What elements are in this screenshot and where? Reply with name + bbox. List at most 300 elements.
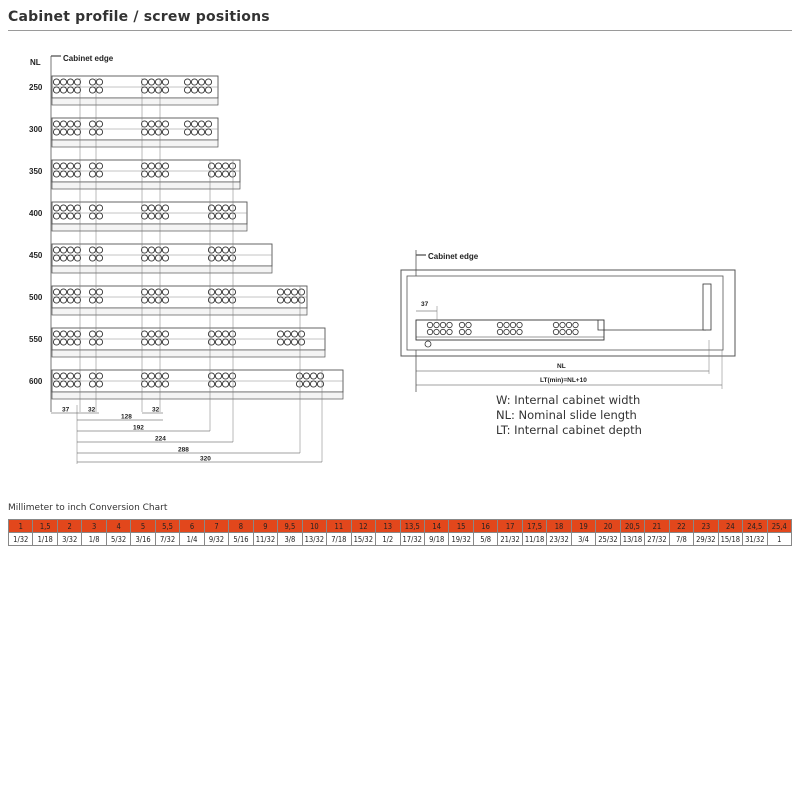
mm-cell: 12 [351, 520, 375, 533]
nl-value: 250 [29, 83, 43, 92]
dimension-label: 32 [152, 406, 160, 414]
screw-hole [74, 297, 80, 303]
screw-hole [291, 339, 297, 345]
screw-hole [89, 297, 95, 303]
screw-hole [222, 289, 228, 295]
screw-hole [296, 381, 302, 387]
screw-hole [155, 163, 161, 169]
screw-hole [284, 331, 290, 337]
legend-item-lt: LT: Internal cabinet depth [496, 423, 642, 437]
screw-hole [148, 381, 154, 387]
screw-hole [148, 129, 154, 135]
screw-hole [74, 87, 80, 93]
mm-cell: 16 [473, 520, 497, 533]
screw-hole [229, 297, 235, 303]
mm-cell: 6 [180, 520, 204, 533]
screw-hole [208, 247, 214, 253]
mm-cell: 11 [327, 520, 351, 533]
screw-hole [198, 129, 204, 135]
screw-hole [155, 87, 161, 93]
screw-hole [96, 79, 102, 85]
screw-hole [222, 171, 228, 177]
screw-hole [67, 129, 73, 135]
screw-hole [74, 331, 80, 337]
screw-hole [148, 171, 154, 177]
screw-hole [155, 381, 161, 387]
screw-hole [162, 213, 168, 219]
screw-hole [89, 87, 95, 93]
screw-hole [184, 87, 190, 93]
screw-hole [215, 247, 221, 253]
screw-hole [198, 79, 204, 85]
inch-cell: 13/32 [302, 533, 326, 546]
screw-hole [222, 297, 228, 303]
conversion-chart-title: Millimeter to inch Conversion Chart [8, 503, 168, 513]
screw-hole [53, 331, 59, 337]
slide-rail-lower [52, 392, 343, 399]
cabinet-edge-label: Cabinet edge [63, 54, 114, 63]
screw-hole [208, 339, 214, 345]
screw-hole [89, 163, 95, 169]
slide-rail-lower [52, 350, 325, 357]
screw-hole [67, 163, 73, 169]
screw-hole [155, 255, 161, 261]
inch-cell: 31/32 [743, 533, 767, 546]
side-back-bracket [703, 284, 711, 330]
screw-hole [208, 163, 214, 169]
screw-hole [191, 129, 197, 135]
mm-cell: 24,5 [743, 520, 767, 533]
screw-hole [148, 373, 154, 379]
side-screw-hole [553, 329, 558, 334]
screw-hole [89, 171, 95, 177]
screw-hole [291, 297, 297, 303]
screw-hole [60, 171, 66, 177]
screw-hole [162, 163, 168, 169]
screw-hole [53, 297, 59, 303]
mm-cell: 20,5 [620, 520, 644, 533]
screw-hole [284, 339, 290, 345]
dimension-label: 224 [155, 435, 166, 443]
screw-hole [222, 205, 228, 211]
screw-hole [60, 129, 66, 135]
screw-hole [74, 129, 80, 135]
screw-hole [208, 213, 214, 219]
slide-rail-lower [52, 266, 272, 273]
screw-hole [208, 373, 214, 379]
screw-hole [74, 289, 80, 295]
screw-hole [215, 289, 221, 295]
legend-item-nl: NL: Nominal slide length [496, 408, 637, 422]
screw-hole [53, 129, 59, 135]
mm-cell: 9 [253, 520, 277, 533]
inch-cell: 15/32 [351, 533, 375, 546]
screw-hole [229, 289, 235, 295]
screw-hole [53, 339, 59, 345]
mm-cell: 19 [571, 520, 595, 533]
mm-cell: 23 [694, 520, 718, 533]
inch-cell: 19/32 [449, 533, 473, 546]
screw-hole [162, 87, 168, 93]
screw-hole [284, 297, 290, 303]
screw-hole [155, 331, 161, 337]
side-screw-hole [466, 329, 471, 334]
nl-value: 600 [29, 377, 43, 386]
screw-hole [291, 289, 297, 295]
screw-hole [155, 373, 161, 379]
screw-hole [191, 87, 197, 93]
inch-cell: 5/8 [473, 533, 497, 546]
legend [496, 393, 642, 438]
mm-cell: 2 [57, 520, 81, 533]
screw-hole [53, 205, 59, 211]
screw-hole [74, 373, 80, 379]
screw-hole [229, 331, 235, 337]
screw-hole [155, 129, 161, 135]
screw-hole [148, 289, 154, 295]
screw-hole [141, 381, 147, 387]
side-screw-hole [510, 329, 515, 334]
screw-hole [141, 331, 147, 337]
side-screw-hole [560, 329, 565, 334]
screw-hole [215, 255, 221, 261]
nl-value: 450 [29, 251, 43, 260]
slide-rail-lower [52, 224, 247, 231]
front-profile-view [29, 54, 343, 464]
screw-hole [298, 297, 304, 303]
screw-hole [298, 331, 304, 337]
screw-hole [53, 163, 59, 169]
screw-hole [60, 121, 66, 127]
screw-hole [155, 247, 161, 253]
mm-cell: 21 [645, 520, 669, 533]
mm-cell: 17 [498, 520, 522, 533]
screw-hole [60, 163, 66, 169]
inch-cell: 7/18 [327, 533, 351, 546]
inch-cell: 27/32 [645, 533, 669, 546]
screw-hole [310, 381, 316, 387]
screw-hole [67, 213, 73, 219]
slide-row [29, 118, 218, 147]
mm-cell: 9,5 [278, 520, 302, 533]
dimension-label: 32 [88, 406, 96, 414]
screw-hole [60, 381, 66, 387]
screw-hole [184, 129, 190, 135]
screw-hole [89, 213, 95, 219]
screw-hole [222, 213, 228, 219]
screw-hole [205, 129, 211, 135]
dimension-label: 37 [62, 406, 70, 414]
screw-hole [67, 79, 73, 85]
screw-hole [74, 79, 80, 85]
mm-cell: 22 [669, 520, 693, 533]
slide-row [29, 202, 247, 231]
inch-cell: 1/8 [82, 533, 106, 546]
screw-hole [67, 381, 73, 387]
mm-cell: 13 [376, 520, 400, 533]
screw-hole [53, 87, 59, 93]
screw-hole [162, 205, 168, 211]
screw-hole [277, 339, 283, 345]
screw-hole [74, 163, 80, 169]
screw-hole [148, 87, 154, 93]
legend-item-w: W: Internal cabinet width [496, 393, 641, 407]
screw-hole [162, 289, 168, 295]
side-screw-hole [497, 329, 502, 334]
inch-cell: 25/32 [596, 533, 620, 546]
screw-hole [67, 339, 73, 345]
screw-hole [148, 247, 154, 253]
screw-hole [96, 297, 102, 303]
side-screw-hole [427, 322, 432, 327]
screw-hole [215, 171, 221, 177]
inch-cell: 15/18 [718, 533, 742, 546]
screw-hole [53, 255, 59, 261]
mm-cell: 5 [131, 520, 155, 533]
screw-hole [141, 87, 147, 93]
screw-hole [67, 205, 73, 211]
screw-hole [208, 381, 214, 387]
screw-hole [215, 339, 221, 345]
screw-hole [162, 339, 168, 345]
inch-cell: 3/4 [571, 533, 595, 546]
dimension-label: 128 [121, 413, 132, 421]
screw-hole [162, 79, 168, 85]
inch-cell: 11/32 [253, 533, 277, 546]
screw-hole [74, 247, 80, 253]
side-screw-hole [459, 322, 464, 327]
screw-hole [215, 297, 221, 303]
screw-hole [67, 331, 73, 337]
screw-hole [141, 297, 147, 303]
screw-hole [229, 213, 235, 219]
screw-hole [277, 289, 283, 295]
nl-value: 350 [29, 167, 43, 176]
inch-cell: 23/32 [547, 533, 571, 546]
side-nl-label: NL [557, 363, 566, 370]
screw-hole [96, 163, 102, 169]
screw-hole [229, 205, 235, 211]
screw-hole [208, 255, 214, 261]
side-screw-hole [504, 322, 509, 327]
side-screw-hole [553, 322, 558, 327]
screw-hole [162, 373, 168, 379]
screw-hole [60, 205, 66, 211]
screw-hole [141, 171, 147, 177]
screw-hole [162, 297, 168, 303]
screw-hole [208, 171, 214, 177]
screw-hole [74, 381, 80, 387]
slide-rail-lower [52, 140, 218, 147]
screw-hole [89, 381, 95, 387]
screw-hole [208, 297, 214, 303]
screw-hole [215, 205, 221, 211]
screw-hole [205, 79, 211, 85]
screw-hole [148, 121, 154, 127]
screw-hole [60, 297, 66, 303]
screw-hole [155, 297, 161, 303]
mm-cell: 20 [596, 520, 620, 533]
inch-cell: 9/18 [424, 533, 448, 546]
screw-hole [60, 339, 66, 345]
screw-hole [74, 121, 80, 127]
screw-hole [53, 171, 59, 177]
screw-hole [60, 247, 66, 253]
screw-hole [53, 381, 59, 387]
screw-hole [96, 129, 102, 135]
screw-hole [148, 79, 154, 85]
screw-hole [229, 381, 235, 387]
screw-hole [284, 289, 290, 295]
screw-hole [74, 339, 80, 345]
screw-hole [317, 373, 323, 379]
screw-hole [222, 163, 228, 169]
screw-hole [215, 373, 221, 379]
side-offset-label: 37 [421, 301, 429, 308]
screw-hole [222, 381, 228, 387]
screw-hole [141, 79, 147, 85]
screw-hole [141, 129, 147, 135]
screw-hole [198, 87, 204, 93]
side-screw-hole [517, 322, 522, 327]
screw-hole [277, 331, 283, 337]
screw-hole [148, 163, 154, 169]
screw-hole [141, 121, 147, 127]
mm-cell: 13,5 [400, 520, 424, 533]
screw-hole [148, 213, 154, 219]
dimension-label: 288 [178, 446, 189, 454]
screw-hole [96, 373, 102, 379]
screw-hole [67, 255, 73, 261]
screw-hole [96, 381, 102, 387]
screw-hole [222, 339, 228, 345]
screw-hole [215, 331, 221, 337]
screw-hole [222, 247, 228, 253]
screw-hole [208, 331, 214, 337]
inch-cell: 7/32 [155, 533, 179, 546]
screw-hole [215, 163, 221, 169]
side-screw-hole [440, 322, 445, 327]
screw-hole [89, 255, 95, 261]
mm-cell: 5,5 [155, 520, 179, 533]
side-screw-hole [447, 322, 452, 327]
screw-hole [162, 171, 168, 177]
mm-cell: 10 [302, 520, 326, 533]
screw-hole [191, 121, 197, 127]
screw-hole [296, 373, 302, 379]
screw-hole [89, 79, 95, 85]
screw-hole [215, 213, 221, 219]
screw-hole [89, 129, 95, 135]
screw-hole [67, 247, 73, 253]
side-screw-hole [440, 329, 445, 334]
screw-hole [303, 381, 309, 387]
screw-hole [89, 121, 95, 127]
screw-hole [53, 213, 59, 219]
side-cabinet-edge-label: Cabinet edge [428, 252, 479, 261]
side-screw-hole [566, 329, 571, 334]
screw-hole [89, 289, 95, 295]
screw-hole [141, 339, 147, 345]
inch-cell: 5/32 [106, 533, 130, 546]
nl-value: 500 [29, 293, 43, 302]
nl-value: 400 [29, 209, 43, 218]
screw-hole [155, 79, 161, 85]
inch-cell: 1/32 [9, 533, 33, 546]
screw-hole [67, 121, 73, 127]
slide-row [29, 76, 218, 105]
screw-hole [53, 289, 59, 295]
side-lt-label: LT(min)=NL+10 [540, 377, 587, 384]
screw-hole [184, 79, 190, 85]
mm-cell: 1,5 [33, 520, 57, 533]
side-screw-hole [566, 322, 571, 327]
screw-hole [291, 331, 297, 337]
screw-hole [148, 255, 154, 261]
side-screw-hole [497, 322, 502, 327]
screw-hole [141, 373, 147, 379]
side-screw-hole [517, 329, 522, 334]
screw-hole [141, 289, 147, 295]
screw-hole [141, 205, 147, 211]
inch-cell: 21/32 [498, 533, 522, 546]
screw-hole [298, 289, 304, 295]
inch-cell: 5/16 [229, 533, 253, 546]
screw-hole [310, 373, 316, 379]
dimension-label: 320 [200, 455, 211, 463]
inch-cell: 1 [767, 533, 791, 546]
inch-cell: 11/18 [522, 533, 546, 546]
screw-hole [67, 297, 73, 303]
nl-column-header: NL [30, 58, 41, 67]
screw-hole [317, 381, 323, 387]
side-screw-hole [434, 329, 439, 334]
screw-hole [53, 79, 59, 85]
screw-hole [205, 121, 211, 127]
screw-hole [162, 255, 168, 261]
screw-hole [208, 205, 214, 211]
screw-hole [229, 171, 235, 177]
screw-hole [96, 331, 102, 337]
mm-cell: 17,5 [522, 520, 546, 533]
side-screw-hole [427, 329, 432, 334]
mm-cell: 14 [424, 520, 448, 533]
screw-hole [155, 289, 161, 295]
mm-row [9, 520, 792, 533]
screw-hole [89, 339, 95, 345]
screw-hole [67, 171, 73, 177]
dimension-label: 192 [133, 424, 144, 432]
inch-cell: 9/32 [204, 533, 228, 546]
side-screw-hole [573, 322, 578, 327]
screw-hole [96, 255, 102, 261]
inch-cell: 1/18 [33, 533, 57, 546]
side-screw-hole [504, 329, 509, 334]
screw-hole [148, 331, 154, 337]
slide-row [29, 370, 343, 399]
slide-rail-lower [52, 98, 218, 105]
screw-hole [96, 213, 102, 219]
screw-hole [74, 213, 80, 219]
screw-hole [229, 339, 235, 345]
inch-cell: 13/18 [620, 533, 644, 546]
slide-row [29, 160, 240, 189]
screw-hole [74, 171, 80, 177]
screw-hole [148, 297, 154, 303]
screw-hole [60, 255, 66, 261]
side-screw-hole [560, 322, 565, 327]
screw-hole [229, 373, 235, 379]
